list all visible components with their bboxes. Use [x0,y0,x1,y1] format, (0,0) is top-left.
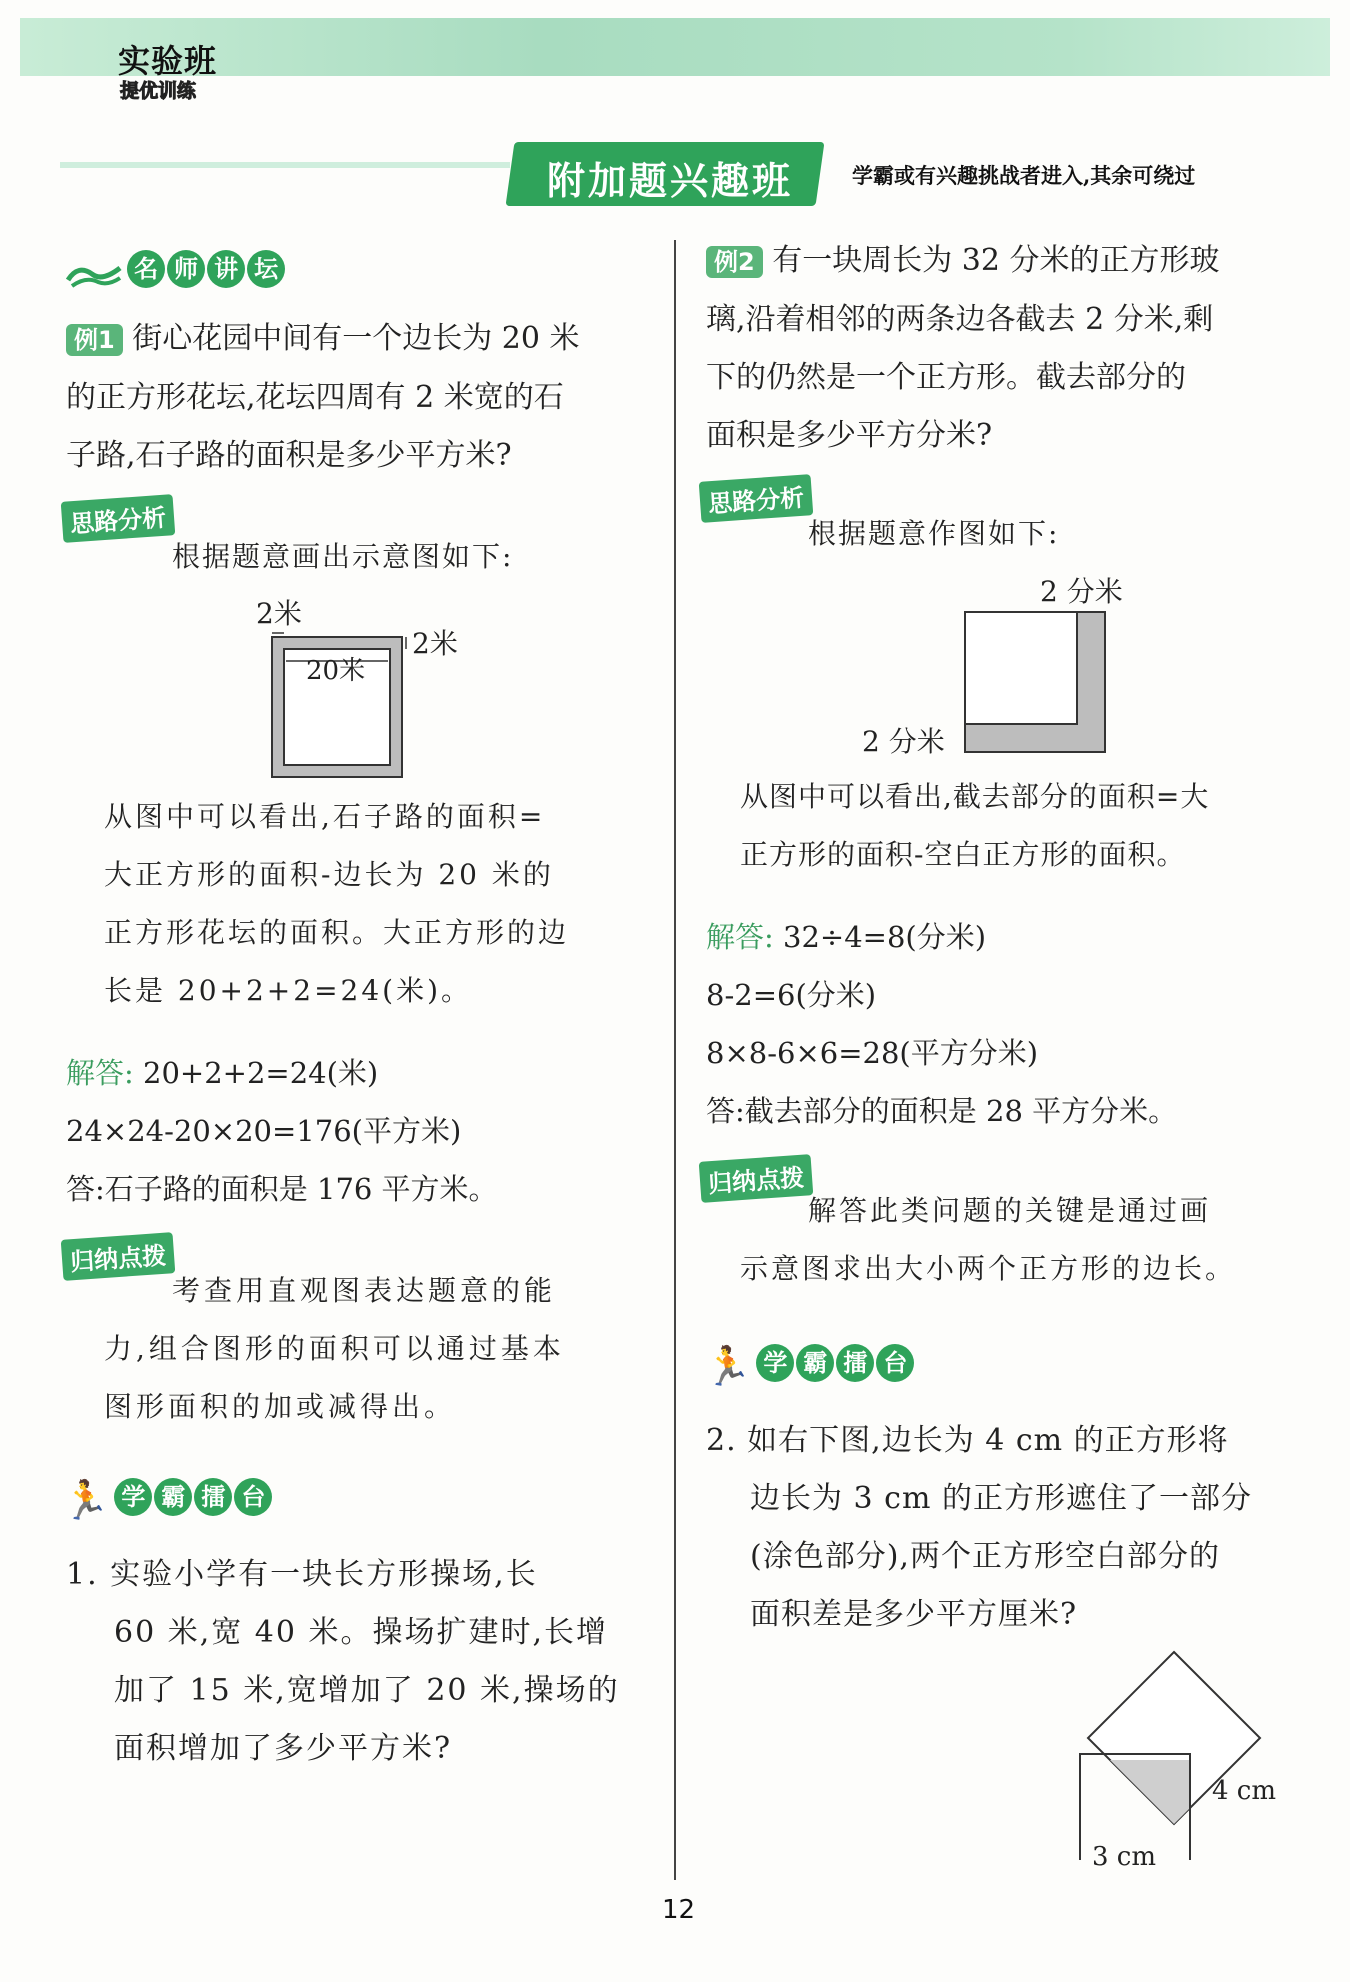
fig1-right-label: 2米 [412,627,458,660]
section-challenge-right: 🏃 学 霸 擂 台 [704,1344,916,1389]
expl1-line3: 正方形花坛的面积。大正方形的边 [104,916,570,949]
wave-icon [66,258,122,288]
sol2-line2: 8-2=6(分米) [706,978,877,1012]
page-number: 12 [662,1895,696,1925]
summary-tag-1: 归纳点拨 [61,1232,176,1281]
example-1-tag: 例1 [66,324,123,356]
blank-square [965,612,1077,724]
section-teacher-forum [66,250,287,288]
fig3-label-4cm: 4 cm [1212,1776,1277,1806]
p1-line4: 面积增加了多少平方米? [114,1731,453,1766]
ex1-line3: 子路,石子路的面积是多少平方米? [66,438,512,473]
ex1-line1: 街心花园中间有一个边长为 20 米 [132,321,580,356]
example-2 [706,232,1306,465]
banner-title: 附加题兴趣班 [546,159,793,203]
problem-2 [706,1412,1306,1644]
p2-line3: (涂色部分),两个正方形空白部分的 [750,1539,1220,1574]
figure-overlap-squares [1070,1650,1270,1860]
ex2-line4: 面积是多少平方分米? [706,418,993,453]
expl1-line2: 大正方形的面积-边长为 20 米的 [104,858,554,891]
analysis-text-2: 根据题意作图如下: [808,517,1060,550]
analysis-text-1: 根据题意画出示意图如下: [172,540,514,573]
p2-line1: 如右下图,边长为 4 cm 的正方形将 [747,1423,1229,1458]
sol2-line1: 32÷4=8(分米) [783,920,987,954]
sol2-line4: 答:截去部分的面积是 28 平方分米。 [706,1094,1178,1128]
expl2-line2: 正方形的面积-空白正方形的面积。 [740,838,1186,871]
banner-note: 学霸或有兴趣挑战者进入,其余可绕过 [852,163,1196,188]
explanation-1 [104,788,664,1020]
sum1-line1: 考查用直观图表达题意的能 [172,1274,557,1307]
p2-line2: 边长为 3 cm 的正方形遮住了一部分 [750,1481,1252,1516]
sum2-line2: 示意图求出大小两个正方形的边长。 [740,1252,1237,1285]
column-divider [674,240,676,1880]
fig2-top-label: 2 分米 [1040,575,1123,608]
fig3-label-3cm: 3 cm [1092,1842,1157,1872]
overlap-region [1110,1760,1190,1824]
solution-label-2: 解答: [706,920,774,954]
p2-line4: 面积差是多少平方厘米? [750,1597,1078,1632]
p1-line3: 加了 15 米,宽增加了 20 米,操场的 [114,1673,620,1708]
runner-icon: 🏃 [704,1344,752,1388]
summary-1 [104,1262,664,1436]
figure-cut-square [955,600,1125,760]
p1-line2: 60 米,宽 40 米。操场扩建时,长增 [114,1615,609,1650]
sol1-line2: 24×24-20×20=176(平方米) [66,1114,462,1148]
expl2-line1: 从图中可以看出,截去部分的面积=大 [740,780,1210,813]
analysis-tag-2: 思路分析 [699,474,814,523]
runner-icon: 🏃 [62,1478,110,1522]
solution-1 [66,1044,656,1218]
solution-2 [706,908,1306,1140]
fig1-top-label: 2米 [256,597,302,630]
fig1-inner-label: 20米 [306,656,366,686]
sum2-line1: 解答此类问题的关键是通过画 [808,1194,1212,1227]
expl1-line1: 从图中可以看出,石子路的面积= [104,800,546,833]
ex2-line3: 下的仍然是一个正方形。截去部分的 [706,360,1186,395]
explanation-2 [740,768,1330,884]
summary-2 [740,1182,1330,1298]
example-1 [66,310,656,485]
sol1-line1: 20+2+2=24(米) [143,1056,379,1090]
brand-title: 实验班 [118,42,218,80]
section-challenge-left: 🏃 学 霸 擂 台 [62,1478,274,1523]
header-rule [60,162,510,168]
sol1-line3: 答:石子路的面积是 176 平方米。 [66,1172,498,1206]
ex1-line2: 的正方形花坛,花坛四周有 2 米宽的石 [66,380,564,415]
problem-1 [66,1546,656,1778]
sol2-line3: 8×8-6×6=28(平方分米) [706,1036,1039,1070]
ex2-line1: 有一块周长为 32 分米的正方形玻 [772,243,1220,278]
fig2-left-label: 2 分米 [862,725,945,758]
sum1-line2: 力,组合图形的面积可以通过基本 [104,1332,565,1365]
summary-tag-2: 归纳点拨 [699,1154,814,1203]
ex2-line2: 璃,沿着相邻的两条边各截去 2 分米,剩 [706,302,1214,337]
brand-subtitle: 提优训练 [120,80,197,102]
solution-label: 解答: [66,1056,134,1090]
sum1-line3: 图形面积的加或减得出。 [104,1390,457,1423]
example-2-tag: 例2 [706,246,763,278]
problem-1-number: 1. [66,1557,99,1592]
section-title: 名 师 讲 坛 [127,262,287,281]
expl1-line4: 长是 20+2+2=24(米)。 [104,974,473,1007]
analysis-tag-1: 思路分析 [61,494,176,543]
p1-line1: 实验小学有一块长方形操场,长 [110,1557,538,1592]
problem-2-number: 2. [706,1423,737,1458]
